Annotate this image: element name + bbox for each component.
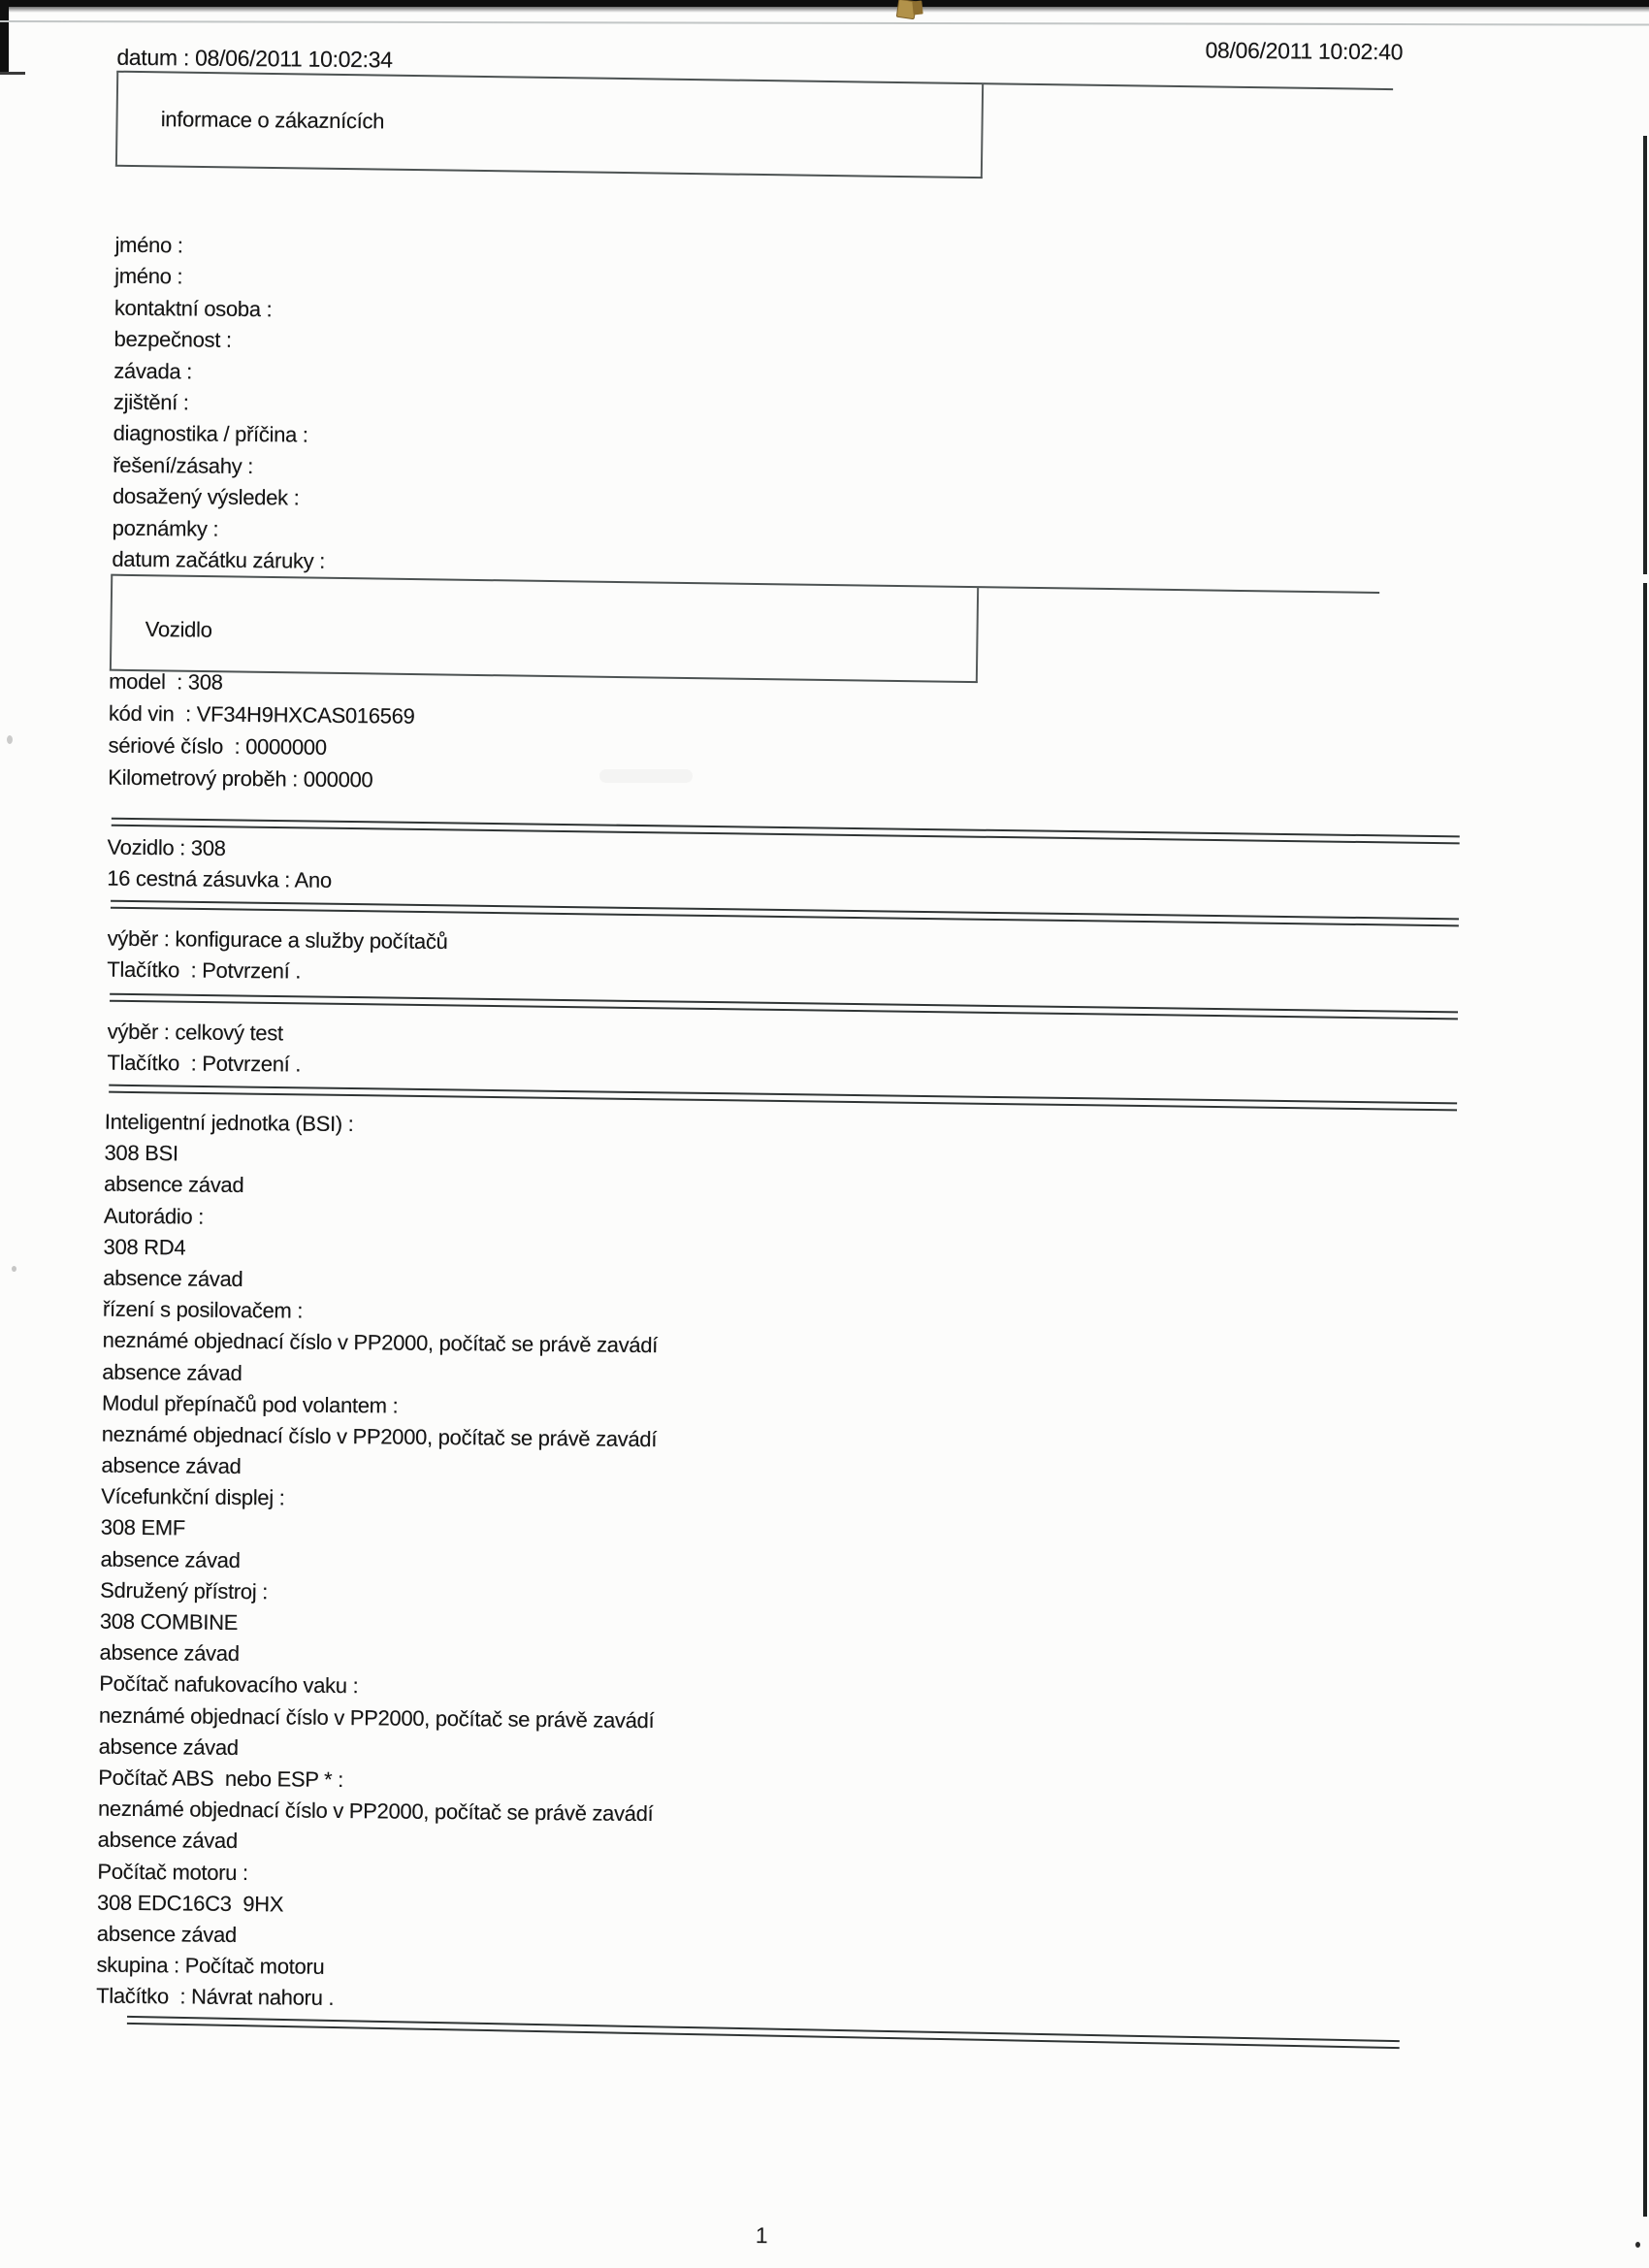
report-line: absence závad <box>103 1265 243 1291</box>
report-line: neznámé objednací číslo v PP2000, počítač se právě zavádí <box>102 1327 659 1358</box>
report-line: absence závad <box>98 1733 239 1760</box>
report-line: 308 BSI <box>104 1140 178 1166</box>
report-line: Inteligentní jednotka (BSI) : <box>104 1109 354 1137</box>
customer-field-label: kontaktní osoba : <box>113 295 273 322</box>
report-line: výběr : celkový test <box>107 1019 283 1046</box>
report-line: neznámé objednací číslo v PP2000, počítač se právě zavádí <box>101 1421 658 1451</box>
section-divider <box>111 900 1459 927</box>
report-line: Vozidlo : 308 <box>107 834 226 860</box>
customer-box-title: informace o zákaznících <box>160 107 385 134</box>
report-line: 308 COMBINE <box>99 1608 239 1635</box>
report-line: absence závad <box>96 1921 238 1947</box>
report-line: skupina : Počítač motoru <box>96 1952 325 1979</box>
scan-speck <box>1635 2242 1640 2248</box>
section-divider <box>109 1085 1457 1112</box>
report-line: 308 RD4 <box>103 1234 186 1260</box>
report-line: 308 EMF <box>100 1515 186 1540</box>
vehicle-info-box <box>110 575 979 683</box>
customer-field-label: bezpečnost : <box>113 326 232 353</box>
report-line: neznámé objednací číslo v PP2000, počítač se právě zavádí <box>97 1796 654 1827</box>
section-divider-final <box>127 2016 1400 2049</box>
report-line: Počítač nafukovacího vaku : <box>99 1670 359 1699</box>
customer-field-label: poznámky : <box>112 515 219 541</box>
report-line: řízení s posilovačem : <box>102 1296 304 1323</box>
report-line: Tlačítko : Potvrzení . <box>107 1051 302 1077</box>
scan-right-edge-line <box>1643 583 1647 2217</box>
result-section-ecu-tests <box>96 1110 660 2021</box>
report-line: Tlačítko : Potvrzení . <box>107 957 302 984</box>
report-line: výběr : konfigurace a služby počítačů <box>107 925 448 955</box>
report-line: Počítač motoru : <box>97 1859 248 1885</box>
result-section-configuration <box>107 926 447 992</box>
page-number: 1 <box>755 2222 768 2249</box>
customer-field-label: řešení/zásahy : <box>113 452 254 478</box>
vehicle-field-value: Kilometrový proběh : 000000 <box>108 764 373 793</box>
result-section-vehicle <box>107 835 332 900</box>
report-line: Počítač ABS nebo ESP * : <box>98 1765 344 1792</box>
vehicle-box-title: Vozidlo <box>145 617 212 642</box>
report-line: absence závad <box>99 1639 240 1667</box>
report-date-right: 08/06/2011 10:02:40 <box>1205 37 1404 65</box>
report-line: absence závad <box>102 1359 242 1385</box>
report-line: neznámé objednací číslo v PP2000, počítač se právě zavádí <box>98 1702 655 1733</box>
customer-field-label: diagnostika / příčina : <box>113 421 308 447</box>
report-line: Vícefunkční displej : <box>101 1483 285 1510</box>
report-line: 16 cestná zásuvka : Ano <box>107 866 332 893</box>
report-line: absence závad <box>97 1827 238 1854</box>
customer-field-label: datum začátku záruky : <box>112 546 326 573</box>
vehicle-field-value: model : 308 <box>109 668 223 695</box>
customer-field-list <box>112 233 328 580</box>
vehicle-field-value: sériové číslo : 0000000 <box>108 732 327 760</box>
report-line: absence závad <box>104 1172 244 1198</box>
customer-field-label: jméno : <box>114 232 183 258</box>
customer-field-label: závada : <box>113 358 193 384</box>
report-line: Modul přepínačů pod volantem : <box>101 1390 399 1418</box>
customer-field-label: jméno : <box>114 264 183 289</box>
report-line: Autorádio : <box>103 1203 205 1229</box>
report-line: absence závad <box>101 1452 242 1479</box>
section-divider <box>110 993 1458 1021</box>
report-line: 308 EDC16C3 9HX <box>97 1890 284 1917</box>
report-date-left: datum : 08/06/2011 10:02:34 <box>116 44 393 73</box>
vehicle-field-list <box>108 669 415 800</box>
customer-field-label: dosažený výsledek : <box>112 483 300 510</box>
report-line: Sdružený přístroj : <box>100 1577 269 1604</box>
report-line: absence závad <box>100 1546 241 1572</box>
report-line: Tlačítko : Návrat nahoru . <box>96 1983 335 2011</box>
customer-field-label: zjištění : <box>113 389 189 415</box>
vehicle-field-value: kód vin : VF34H9HXCAS016569 <box>108 700 415 729</box>
result-section-global-test <box>107 1020 301 1085</box>
